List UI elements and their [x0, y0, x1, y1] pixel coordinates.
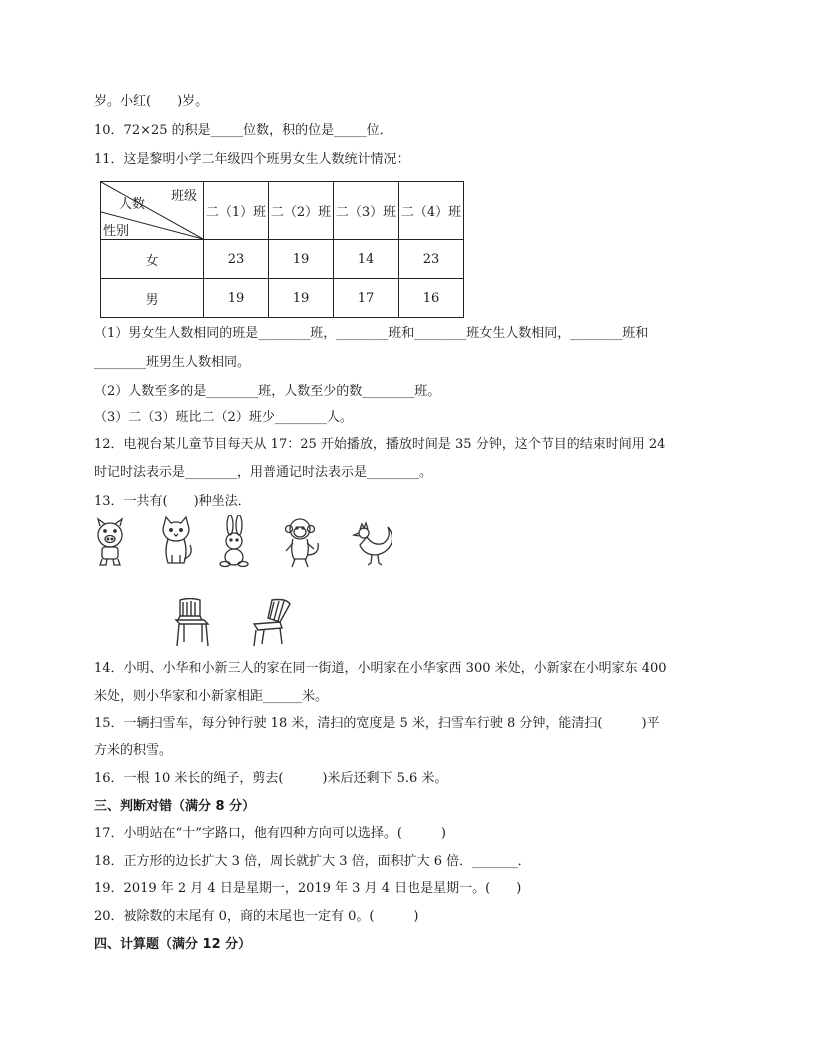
question-10: 10．72×25 的积是_____位数，积的位是_____位． — [94, 123, 393, 138]
question-13: 13．一共有( )种坐法． — [94, 494, 251, 509]
question-11: 11．这是黎明小学二年级四个班男女生人数统计情况： — [94, 152, 410, 167]
rooster-icon — [354, 523, 392, 565]
pig-icon — [98, 519, 122, 565]
table-cell: 19 — [204, 279, 269, 318]
question-19: 19．2019 年 2 月 4 日是星期一，2019 年 3 月 4 日也是星期一。( ) — [94, 881, 522, 896]
question-11-part-1: （1）男女生人数相同的班是________班，________班和________班女生人数相同，________班和 — [94, 326, 649, 341]
question-12-cont: 时记时法表示是________，用普通记时法表示是________。 — [94, 465, 433, 480]
header-count: 人数 — [119, 197, 146, 212]
row-label: 男 — [101, 279, 204, 318]
section-3-heading: 三、判断对错（满分 8 分） — [94, 799, 256, 814]
question-20: 20．被除数的末尾有 0，商的末尾也一定有 0。( ) — [94, 909, 419, 924]
column-header: 二（4）班 — [399, 182, 464, 240]
table-cell: 17 — [334, 279, 399, 318]
question-14-cont: 米处，则小华家和小新家相距______米。 — [94, 689, 329, 704]
header-class: 班级 — [170, 189, 197, 204]
stats-table — [100, 181, 464, 318]
table-row — [101, 240, 464, 279]
monkey-icon — [286, 519, 319, 567]
question-18: 18．正方形的边长扩大 3 倍，周长就扩大 3 倍，面积扩大 6 倍．_______． — [94, 854, 531, 869]
question-11-part-2: （2）人数至多的是________班，人数至少的数________班。 — [94, 384, 441, 399]
question-17: 17．小明站在“十”字路口，他有四种方向可以选择。( ) — [94, 826, 446, 841]
question-15: 15．一辆扫雪车，每分钟行驶 18 米，清扫的宽度是 5 米，扫雪车行驶 8 分钟，能清扫( )平 — [94, 716, 660, 731]
section-4-heading: 四、计算题（满分 12 分） — [94, 937, 252, 952]
table-cell: 14 — [334, 240, 399, 279]
row-label: 女 — [101, 240, 204, 279]
question-14: 14．小明、小华和小新三人的家在同一街道，小明家在小华家西 300 米处，小新家在小明家东 400 — [94, 661, 667, 676]
question-15-cont: 方米的积雪。 — [94, 743, 173, 758]
column-header: 二（3）班 — [334, 182, 399, 240]
animals-row — [92, 515, 392, 570]
table-cell: 16 — [399, 279, 464, 318]
question-11-part-3: （3）二（3）班比二（2）班少________人。 — [94, 410, 353, 425]
table-row — [101, 279, 464, 318]
chair-icon — [254, 600, 290, 647]
column-header: 二（1）班 — [204, 182, 269, 240]
question-12: 12．电视台某儿童节目每天从 17：25 开始播放，播放时间是 35 分钟，这个节目的结束时间用 24 — [94, 437, 666, 452]
column-header: 二（2）班 — [269, 182, 334, 240]
rabbit-icon — [220, 515, 248, 567]
table-diagonal-header — [101, 182, 204, 240]
table-cell: 19 — [269, 240, 334, 279]
table-cell: 19 — [269, 279, 334, 318]
chairs-row — [170, 598, 300, 650]
table-cell: 23 — [204, 240, 269, 279]
chair-icon — [176, 599, 208, 647]
line-age: 岁。小红( )岁。 — [94, 94, 209, 109]
question-16: 16．一根 10 米长的绳子，剪去( )米后还剩下 5.6 米。 — [94, 771, 448, 786]
cat-icon — [163, 517, 191, 563]
header-gender: 性别 — [103, 224, 130, 239]
table-cell: 23 — [399, 240, 464, 279]
question-11-part-1-cont: ________班男生人数相同。 — [94, 355, 251, 370]
